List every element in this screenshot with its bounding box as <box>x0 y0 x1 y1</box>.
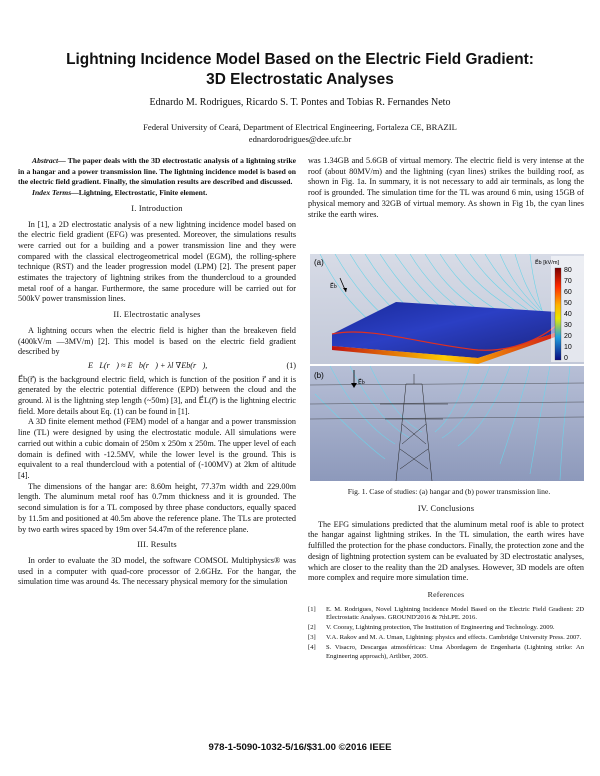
left-column <box>18 156 296 588</box>
section-4-paragraph: The EFG simulations predicted that the aluminum metal roof is able to protect the hangar against lightning strikes. In the TL simulation, the earth wires have fulfilled the protection for the phase conductors. Finally, the protection zone and the design of lightning protection system can be evaluated by 3D electrostatic analyses, which are closer to the reality than the 2D analyses. However, 3D models are often more complex and require more simulation time. <box>308 519 584 583</box>
references-title: References <box>427 589 465 599</box>
colorbar-tick: 20 <box>564 333 572 340</box>
colorbar-tick: 80 <box>564 267 572 274</box>
panel-b-label: (b) <box>314 371 324 380</box>
authors: Ednardo M. Rodrigues, Ricardo S. T. Pontes and Tobias R. Fernandes Neto <box>149 97 451 108</box>
equation-1 <box>18 358 296 375</box>
right-column-top <box>308 156 584 220</box>
reference-text: V.A. Rakov and M. A. Uman, Lightning: physics and effects. Cambridge University Press. 2007. <box>326 634 582 642</box>
reference-number: [2] <box>308 624 316 632</box>
equation-1-number: (1) <box>286 360 296 370</box>
colorbar-title: E⃗b [kV/m] <box>535 260 560 266</box>
reference-list <box>308 606 584 661</box>
copyright-footer: 978-1-5090-1032-5/16/$31.00 ©2016 IEEE <box>208 742 392 753</box>
colorbar-tick: 10 <box>564 344 572 351</box>
section-3-title: III. Results <box>137 540 177 550</box>
equation-1-body: E⃗L(r⃗) ≈ E⃗b(r⃗) + λl ∇Eb(r⃗), <box>88 360 208 370</box>
colorbar-tick: 40 <box>564 311 572 318</box>
title-line-1: Lightning Incidence Model Based on the Electric Field Gradient: <box>66 51 534 68</box>
section-2-paragraph-1: A lightning occurs when the electric field is higher than the breakeven field (400kV/m —3MV/m) [2]. This model is based on the electric field gradient described by <box>18 325 296 357</box>
index-terms <box>18 188 296 199</box>
paper-title <box>0 50 600 90</box>
reference-text: E. M. Rodrigues, Novel Lightning Incidence Model Based on the Electric Field Gradient: 2D Electrostatic Analyses. GROUND'2016 & 7thLPE. 2016. <box>326 605 584 621</box>
reference-item <box>308 644 584 660</box>
colorbar <box>555 268 561 360</box>
reference-text: V. Cooray, Lightning protection, The Institution of Engineering and Technology. 2009. <box>326 624 555 632</box>
reference-number: [4] <box>308 644 316 652</box>
colorbar-tick: 70 <box>564 278 572 285</box>
section-1-paragraph: In [1], a 2D electrostatic analysis of a new lightning incidence model based on the electric field gradient (EFG) was presented. Moreover, the simulations results were carried out for a building and a power transmission line and they were compared with the classical electrogeometrical model (EGM), the rolling-sphere technique (RST) and the leader progression model (LPM) [2]. The present paper estimates the trajectory of lightning strikes from the thundercloud to a grounded metal roof of a hangar. Furthermore, the same procedure will be carried out for 500kV power transmission lines. <box>18 219 296 304</box>
panel-b-field-label: E⃗b <box>358 380 365 386</box>
section-2-title: II. Electrostatic analyses <box>113 310 201 320</box>
abstract <box>18 156 296 188</box>
index-terms-text: —Lightning, Electrostatic, Finite element. <box>71 188 208 198</box>
email: ednardorodrigues@dee.ufc.br <box>248 134 352 144</box>
reference-number: [1] <box>308 605 316 613</box>
figure-1 <box>310 254 584 481</box>
affiliation: Federal University of Ceará, Department of Electrical Engineering, Fortaleza CE, BRAZIL <box>143 122 457 132</box>
affiliation-block <box>0 121 600 145</box>
section-2-paragraph-2: E⃗b(r⃗) is the background electric field, which is function of the position r⃗ and it is generated by the electric potential difference (EPD) between the cloud and the ground. λl is the lightning step length (~50m) [3], and E⃗L(r⃗) is the lightning electric field. More details about Eq. (1) can be found in [1]. <box>18 374 296 416</box>
title-line-2: 3D Electrostatic Analyses <box>206 71 394 88</box>
panel-a-field-label: E⃗b <box>330 284 337 290</box>
colorbar-tick: 60 <box>564 289 572 296</box>
section-1-title: I. Introduction <box>131 203 183 213</box>
reference-item <box>308 606 584 622</box>
figure-1-image <box>310 254 584 481</box>
right-column-bottom <box>308 502 584 663</box>
reference-item <box>308 624 584 632</box>
colorbar-ticks <box>564 267 572 362</box>
abstract-text: — The paper deals with the 3D electrostatic analysis of a lightning strike in a hangar and a power transmission line. The lightning incidence model is based on the electric field gradient. Finally, the simulation results are described and discussed. <box>18 156 296 187</box>
colorbar-tick: 50 <box>564 300 572 307</box>
reference-item <box>308 634 584 642</box>
figure-caption: Fig. 1. Case of studies: (a) hangar and (b) power transmission line. <box>347 487 551 496</box>
panel-a-label: (a) <box>314 258 324 267</box>
section-4-title: IV. Conclusions <box>417 504 475 513</box>
colorbar-tick: 30 <box>564 322 572 329</box>
index-terms-label: Index Terms <box>32 188 72 198</box>
section-3-paragraph: In order to evaluate the 3D model, the software COMSOL Multiphysics® was used in a computer with quad-core processor of 2.6GHz. For the hangar, the simulation time was around 4s. The necessary physical memory for the simulation <box>18 555 296 587</box>
reference-number: [3] <box>308 634 316 642</box>
colorbar-tick: 0 <box>564 355 568 362</box>
abstract-label: Abstract <box>32 156 59 165</box>
section-2-paragraph-3: A 3D finite element method (FEM) model of a hangar and a power transmission line (TL) were designed by using the electrostatic module. All simulations were carried out within a cubic domain of 250m x 250m x 250m. The upper level of each domain is defined with -12.5MV, while the lower level is the ground. This is equivalent to a real thundercloud with a potential of (-100MV) at 2km of altitude [4]. <box>18 417 296 480</box>
results-continued-paragraph: was 1.34GB and 5.6GB of virtual memory. The electric field is very intense at the roof (about 80MV/m) and the lightning (cyan lines) strikes the building roof, as shown in Fig. 1a. In summary, it is not necessary to add air terminals, as long the roof is grounded. The simulation time for the TL was around 6 min, using 15GB of physical memory and 32GB of virtual memory. As shown in Fig 1b, the cyan lines strike the earth wires. <box>308 156 584 219</box>
reference-text: S. Visacro, Descargas atmosféricas: Uma Abordagem de Engenharia (Lightning strike: An Engineering approach), Artliber, 2005. <box>326 644 584 660</box>
section-2-paragraph-4: The dimensions of the hangar are: 8.60m height, 77.37m width and 229.00m length. The aluminum metal roof has 0.7mm thickness and it is grounded. The second simulation is for a TL composed by three phase conductors, equally spaced by 11.5m and positioned at 40.5m above the reference plane. The TLs are protected by two earth wires spaced by 19m over 54.47m of the reference plane. <box>18 481 296 534</box>
